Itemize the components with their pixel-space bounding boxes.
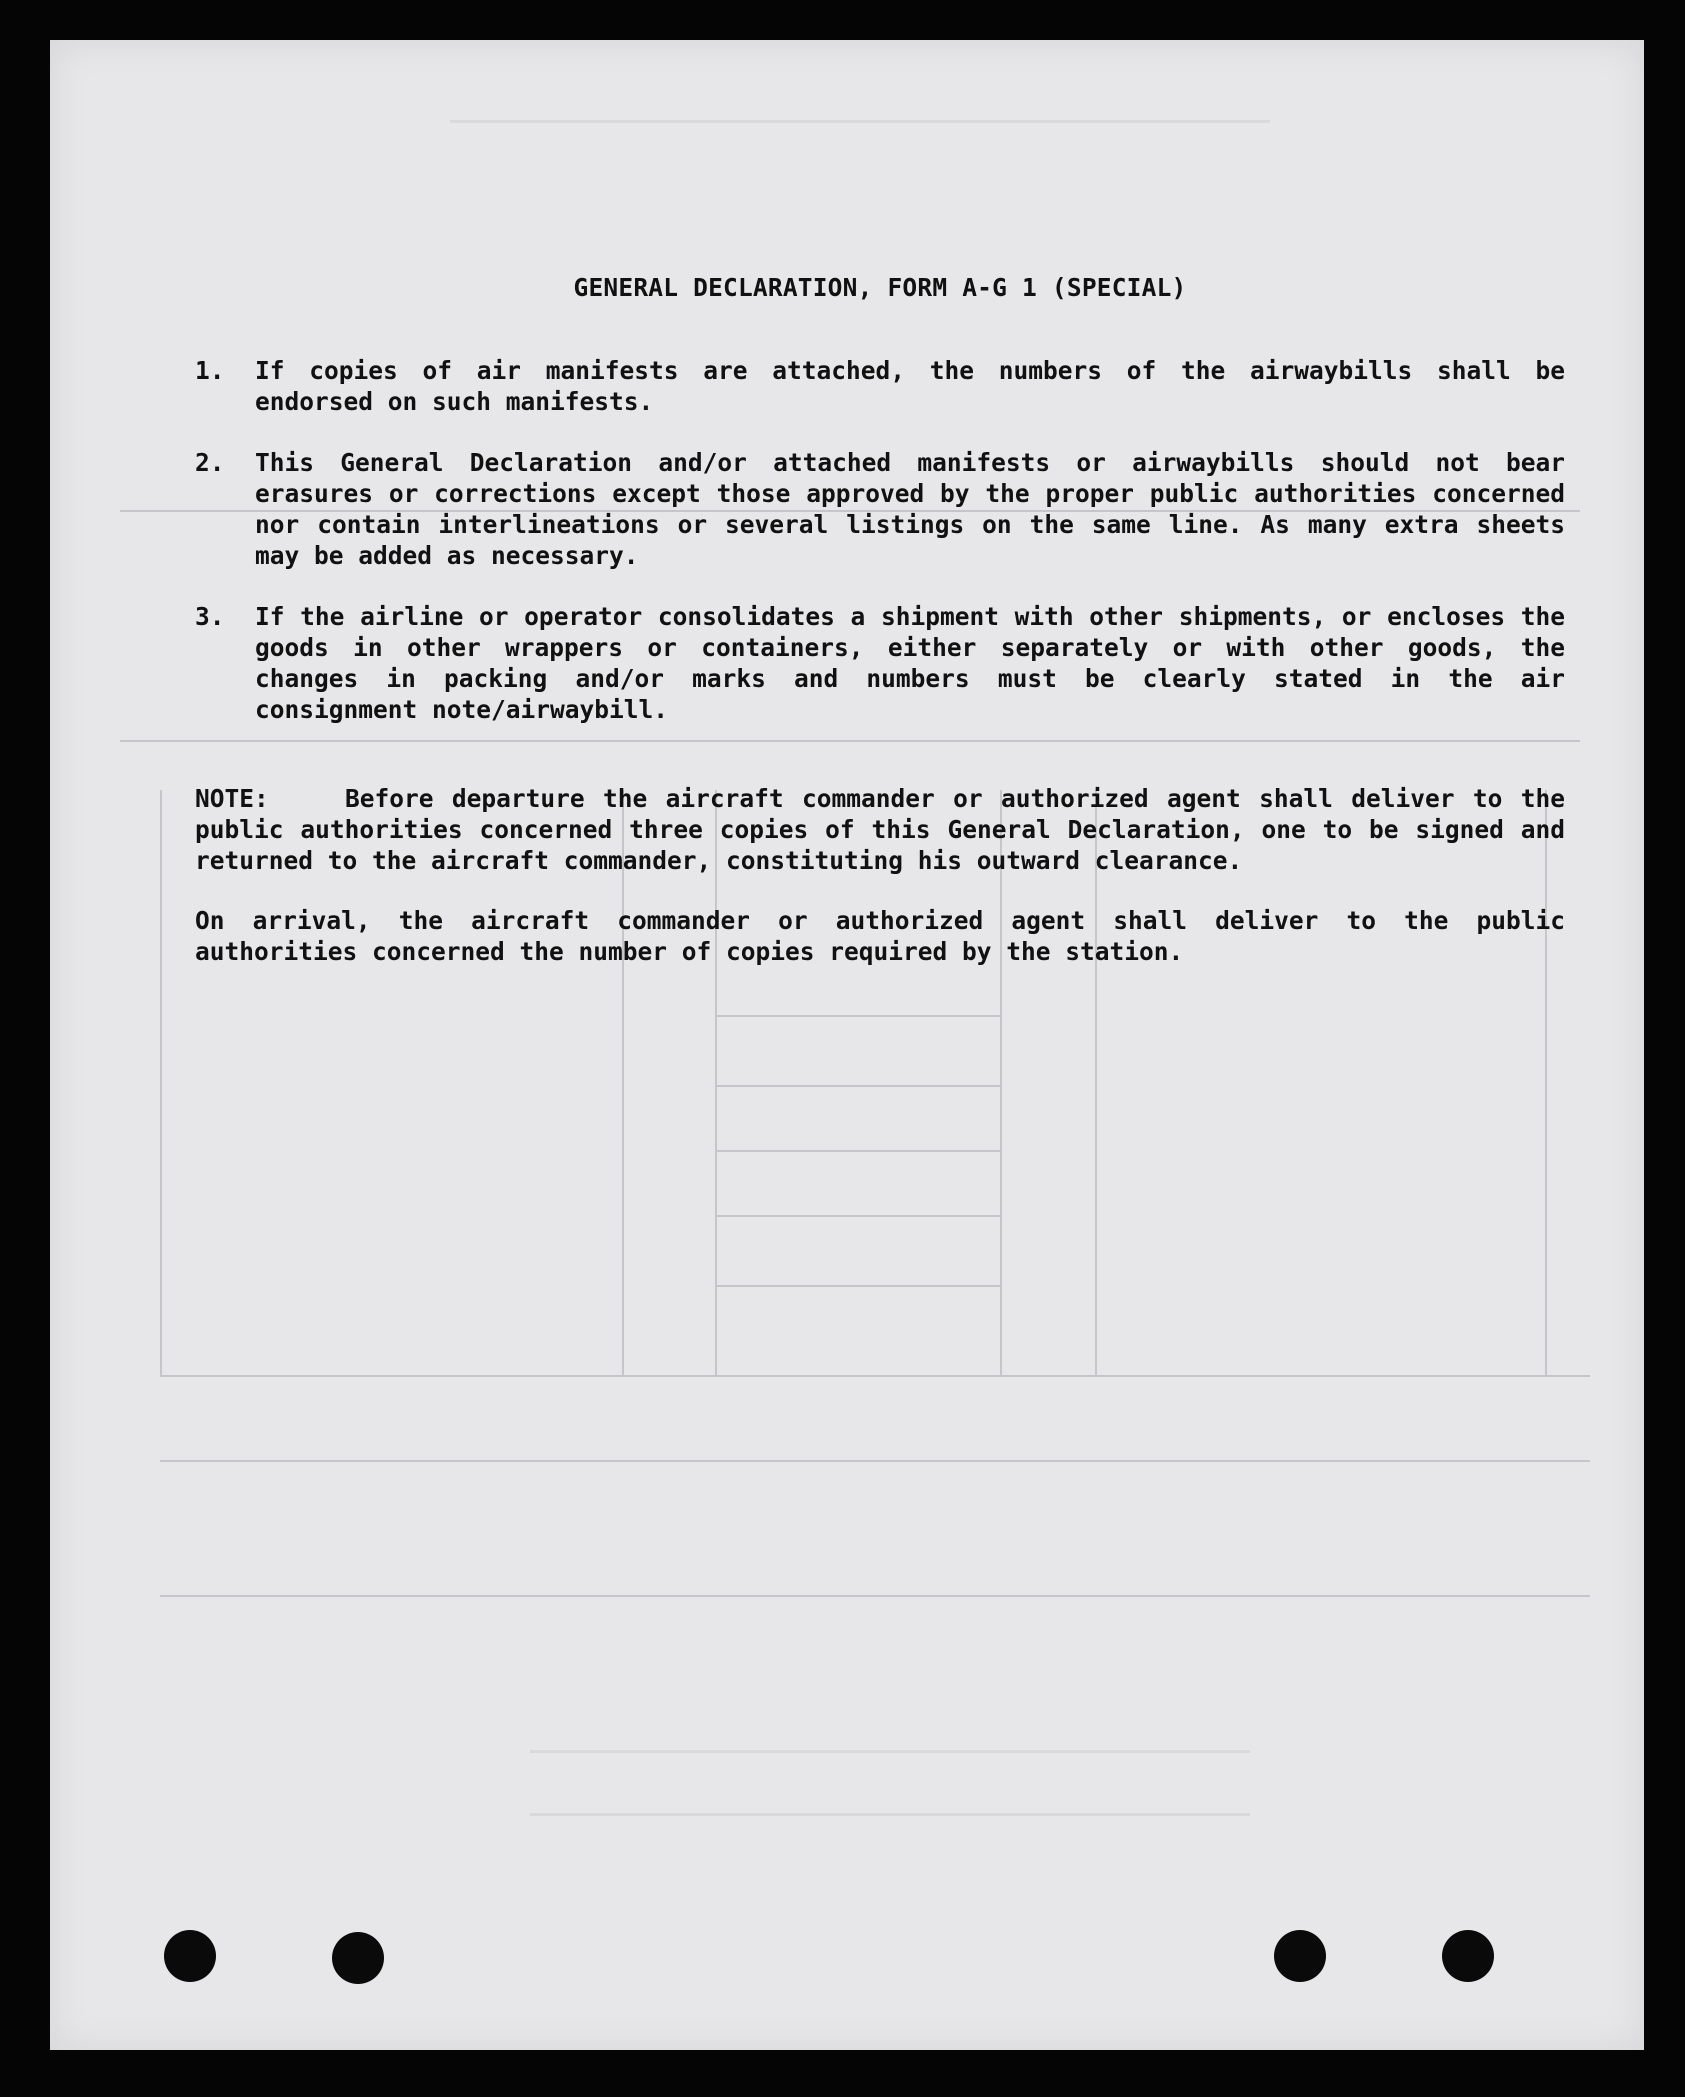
bleed-through-line — [160, 790, 162, 1375]
punch-hole — [1442, 1930, 1494, 1982]
bleed-through-line — [715, 1015, 1000, 1017]
bleed-through-line — [160, 1375, 1590, 1377]
item-number: 1. — [195, 356, 225, 385]
punch-hole — [164, 1930, 216, 1982]
bleed-through-line — [715, 1285, 1000, 1287]
bleed-through-line — [160, 1460, 1590, 1462]
item-number: 3. — [195, 602, 225, 631]
punch-hole — [1274, 1930, 1326, 1982]
bleed-through-line — [160, 1595, 1590, 1597]
document-page — [50, 40, 1644, 2050]
bleed-through-line — [715, 1150, 1000, 1152]
list-item — [195, 601, 1565, 725]
bleed-through-heading — [530, 1750, 1250, 1816]
document-title: GENERAL DECLARATION, FORM A-G 1 (SPECIAL) — [573, 273, 1187, 302]
note-label: NOTE: — [195, 784, 269, 813]
item-text: If the airline or operator consolidates a shipment with other shipments, or encloses the goods in other wrappers or containers, either separately or with other goods, the changes in packing and/or marks and numbers must be clearly stated in the air consignment note/airwaybill. — [255, 602, 1565, 724]
item-text: If copies of air manifests are attached, the numbers of the airwaybills shall be endorsed on such manifests. — [255, 356, 1565, 416]
instructions-text — [195, 272, 1565, 967]
note-text: Before departure the aircraft commander or authorized agent shall deliver to the public authorities concerned three copies of this General Declaration, one to be signed and returned to the aircraft commander, constituting his outward clearance. — [195, 784, 1565, 875]
bleed-through-line — [715, 1085, 1000, 1087]
punch-hole — [332, 1932, 384, 1984]
item-number: 2. — [195, 448, 225, 477]
bleed-through-line — [715, 1215, 1000, 1217]
note-paragraph — [195, 783, 1565, 876]
list-item — [195, 447, 1565, 571]
bleed-through-heading — [450, 80, 1270, 123]
item-text: This General Declaration and/or attached manifests or airwaybills should not bear erasures or corrections except those approved by the proper public authorities concerned nor contain interlineations or several listings on the same line. As many extra sheets may be added as necessary. — [255, 448, 1565, 570]
list-item — [195, 355, 1565, 417]
arrival-paragraph: On arrival, the aircraft commander or authorized agent shall deliver to the public authorities concerned the number of copies required by the station. — [195, 906, 1565, 966]
